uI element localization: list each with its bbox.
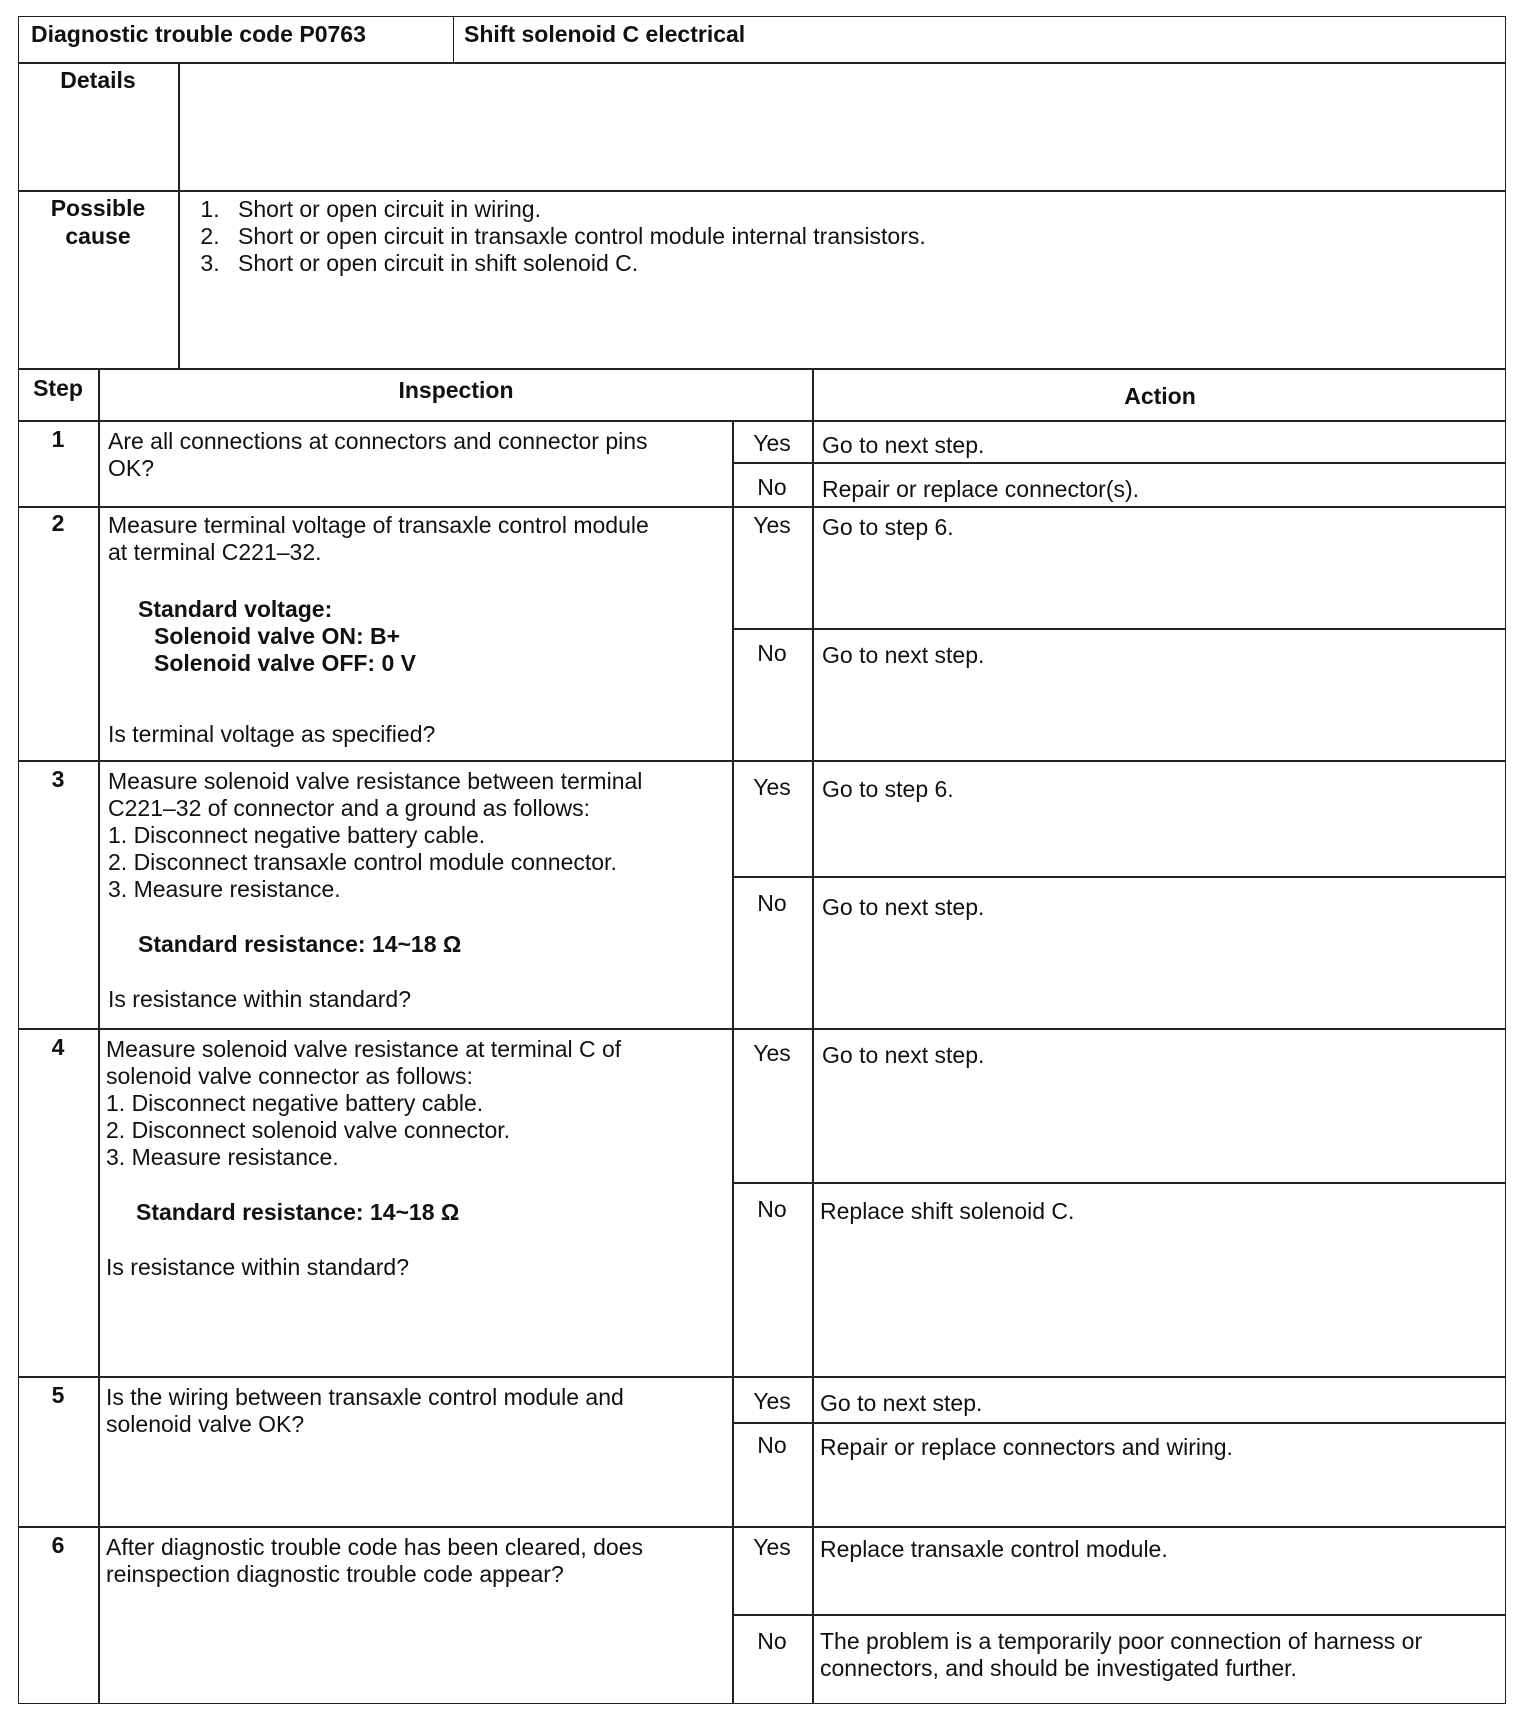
yes-label: Yes: [753, 430, 791, 456]
inspection-question: Is resistance within standard?: [106, 1254, 409, 1280]
step-1-no-action: Repair or replace connector(s).: [822, 476, 1140, 502]
standard-line: Solenoid valve ON: B+: [154, 623, 401, 649]
possible-cause-label-line2: cause: [65, 223, 131, 249]
step-6-no-action: [820, 1628, 1500, 1682]
step-5-no-action: Repair or replace connectors and wiring.: [820, 1434, 1233, 1460]
step-3-no-action: Go to next step.: [822, 894, 985, 920]
dtc-code-label: Diagnostic trouble code P0763: [31, 21, 366, 47]
cause-item: 2. Short or open circuit in transaxle control module internal transistors.: [226, 223, 1484, 250]
diagnostic-sheet: [16, 16, 1512, 1706]
dtc-title-cell: [452, 16, 1506, 64]
inspection-line: Measure terminal voltage of transaxle control module: [108, 512, 649, 538]
inspection-line: reinspection diagnostic trouble code appear?: [106, 1561, 564, 1587]
yes-label: Yes: [753, 1040, 791, 1066]
inspection-line: Measure solenoid valve resistance at terminal C of: [106, 1036, 622, 1062]
inspection-line: 3. Measure resistance.: [106, 1144, 339, 1170]
inspection-line: 1. Disconnect negative battery cable.: [108, 822, 486, 848]
step-4-inspection: [106, 1036, 726, 1281]
dtc-code-cell: [18, 16, 454, 64]
step-6-inspection: [106, 1534, 726, 1588]
yes-label: Yes: [753, 512, 791, 538]
step-number: 4: [51, 1034, 65, 1060]
inspection-line: 2. Disconnect solenoid valve connector.: [106, 1117, 511, 1143]
inspection-question: Is resistance within standard?: [108, 986, 411, 1012]
inspection-line: Are all connections at connectors and connector pins: [108, 428, 648, 454]
no-label: No: [757, 890, 787, 916]
row-sep-2: [18, 760, 1506, 762]
inspection-line: After diagnostic trouble code has been cleared, does: [106, 1534, 644, 1560]
step-4-yes-action: Go to next step.: [822, 1042, 985, 1068]
step-1-yes-action: Go to next step.: [822, 432, 985, 458]
no-label: No: [757, 1628, 787, 1654]
details-divider: [178, 62, 180, 192]
details-label: Details: [60, 67, 136, 93]
step-2-yes-action: Go to step 6.: [822, 514, 954, 540]
step-col-divider: [98, 368, 100, 1704]
standard-title: Standard resistance: 14~18 Ω: [136, 1199, 460, 1225]
no-label: No: [757, 640, 787, 666]
inspection-question: Is terminal voltage as specified?: [108, 721, 436, 747]
cause-divider: [178, 190, 180, 370]
standard-title: Standard voltage:: [138, 596, 333, 622]
yesno-sep-5: [732, 1422, 1506, 1424]
action-line: The problem is a temporarily poor connection of harness or: [820, 1628, 1423, 1654]
details-section: [18, 62, 1506, 192]
col-header-action: Action: [1124, 383, 1196, 409]
no-label: No: [757, 1196, 787, 1222]
inspection-line: OK?: [108, 455, 155, 481]
row-sep-4: [18, 1376, 1506, 1378]
yesno-sep-4: [732, 1182, 1506, 1184]
inspection-line: C221–32 of connector and a ground as follows:: [108, 795, 591, 821]
step-number: 1: [51, 426, 65, 452]
cause-item: 3. Short or open circuit in shift solenoid C.: [226, 250, 1484, 277]
yesno-sep-6: [732, 1614, 1506, 1616]
step-3-inspection: [108, 768, 728, 1013]
col-header-inspection: Inspection: [398, 377, 514, 403]
step-5-inspection: [106, 1384, 726, 1438]
inspection-line: solenoid valve OK?: [106, 1411, 305, 1437]
action-col-divider: [812, 368, 814, 1704]
yesno-sep-1: [732, 462, 1506, 464]
step-number: 6: [51, 1532, 65, 1558]
possible-cause-label: [18, 194, 178, 250]
step-number: 2: [51, 510, 65, 536]
yesno-sep-3: [732, 876, 1506, 878]
step-4-no-action: Replace shift solenoid C.: [820, 1198, 1075, 1224]
row-sep-1: [18, 506, 1506, 508]
inspection-line: 3. Measure resistance.: [108, 876, 341, 902]
inspection-line: Is the wiring between transaxle control module and: [106, 1384, 624, 1410]
yesno-sep-2: [732, 628, 1506, 630]
step-5-yes-action: Go to next step.: [820, 1390, 983, 1416]
col-header-step: Step: [33, 375, 83, 401]
no-label: No: [757, 474, 787, 500]
cause-item: 1. Short or open circuit in wiring.: [226, 196, 1484, 223]
possible-cause-list: [184, 196, 1484, 277]
inspection-line: at terminal C221–32.: [108, 539, 322, 565]
yes-label: Yes: [753, 1534, 791, 1560]
step-number: 5: [51, 1382, 65, 1408]
yes-label: Yes: [753, 774, 791, 800]
step-2-no-action: Go to next step.: [822, 642, 985, 668]
dtc-title: Shift solenoid C electrical: [464, 21, 746, 47]
row-sep-5: [18, 1526, 1506, 1528]
no-label: No: [757, 1432, 787, 1458]
standard-line: Solenoid valve OFF: 0 V: [154, 650, 417, 676]
step-6-yes-action: Replace transaxle control module.: [820, 1536, 1168, 1562]
inspection-line: Measure solenoid valve resistance between terminal: [108, 768, 643, 794]
standard-title: Standard resistance: 14~18 Ω: [138, 931, 462, 957]
step-3-yes-action: Go to step 6.: [822, 776, 954, 802]
header-bottom-line: [18, 420, 1506, 422]
inspection-line: solenoid valve connector as follows:: [106, 1063, 473, 1089]
possible-cause-list-wrap: [184, 196, 1484, 277]
possible-cause-label-line1: Possible: [50, 195, 146, 221]
inspection-line: 2. Disconnect transaxle control module connector.: [108, 849, 617, 875]
inspection-line: 1. Disconnect negative battery cable.: [106, 1090, 484, 1116]
step-2-inspection: [108, 512, 728, 748]
action-line: connectors, and should be investigated further.: [820, 1655, 1297, 1681]
row-sep-3: [18, 1028, 1506, 1030]
yes-label: Yes: [753, 1388, 791, 1414]
step-number: 3: [51, 766, 65, 792]
step-1-inspection: [108, 428, 728, 482]
